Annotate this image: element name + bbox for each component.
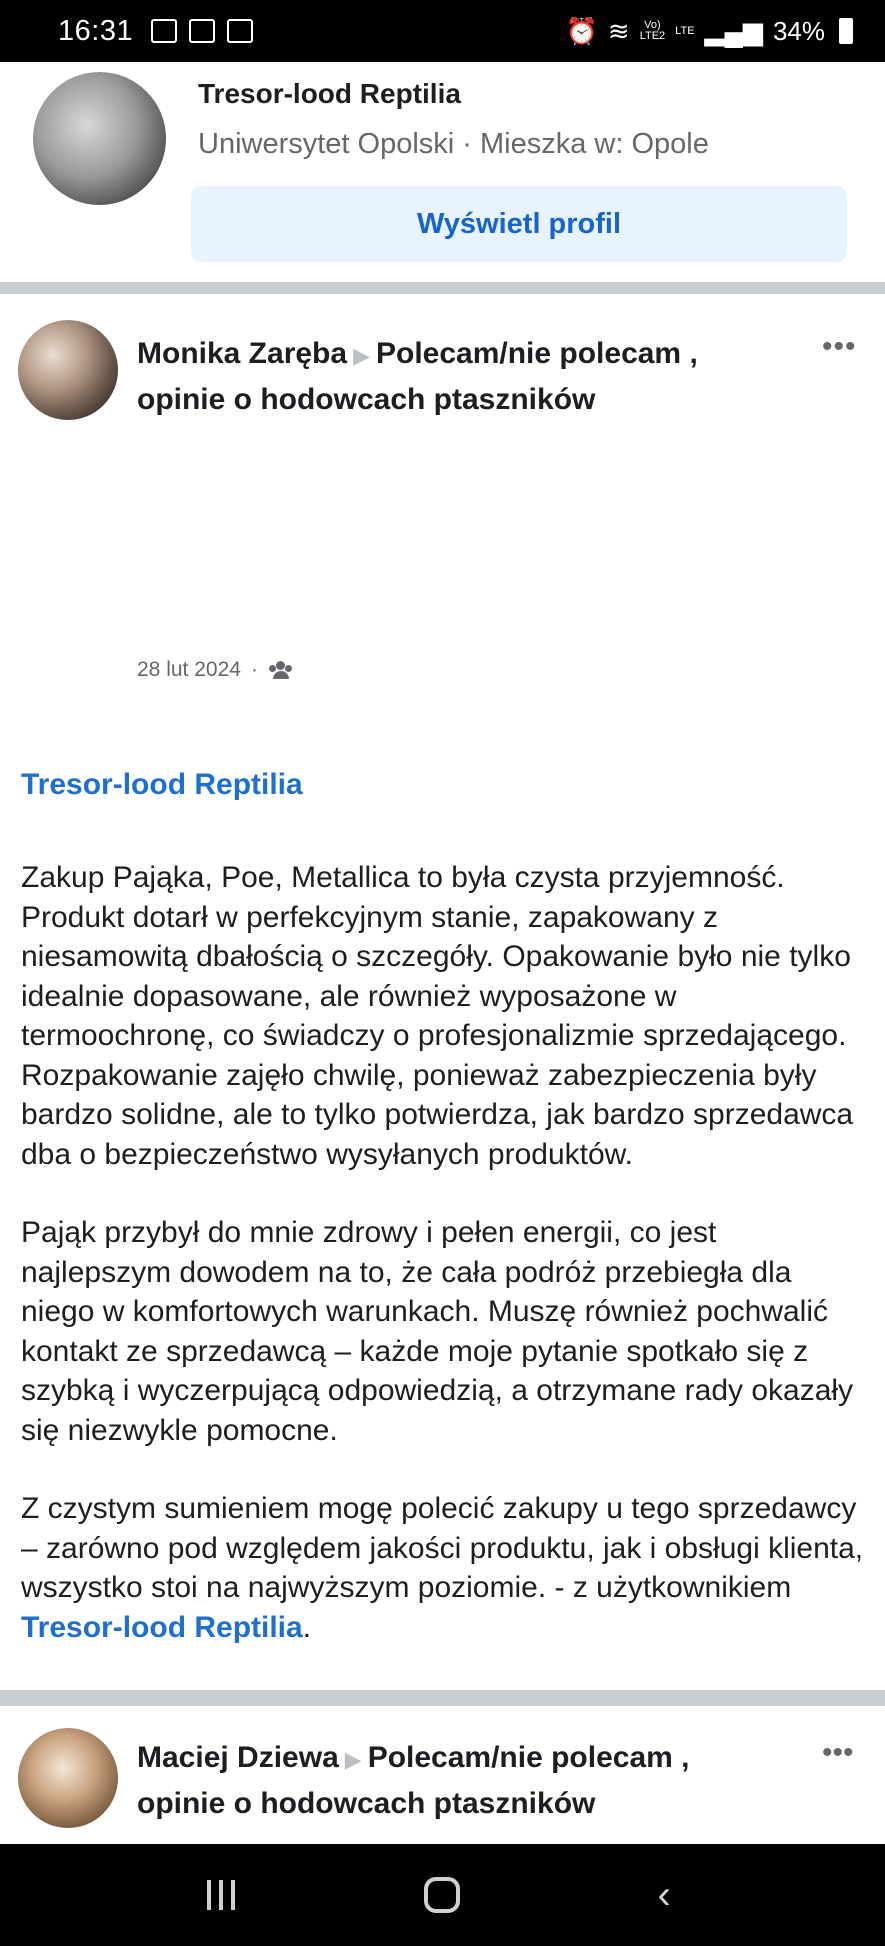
post (0, 294, 885, 1706)
author-name[interactable]: Maciej Dziewa (137, 1741, 339, 1774)
author-name[interactable]: Monika Zaręba (137, 337, 348, 370)
post-header (137, 332, 777, 422)
signal-icon: ▂▄▆ (704, 15, 763, 46)
view-profile-button[interactable]: Wyświetl profil (191, 186, 847, 262)
volte-indicator: Vo) LTE2 (639, 19, 666, 42)
arrow-right-icon: ▶ (344, 1747, 362, 1772)
more-options-icon[interactable]: ••• (822, 330, 857, 363)
battery-level: 34% (772, 15, 825, 46)
profile-card (0, 62, 885, 294)
post-paragraph: Pająk przybył do mnie zdrowy i pełen energii, co jest najlepszym dowodem na to, że cała podróż przebiegła dla niego w komfortowych warunkach. Muszę również pochwalić kontakt ze sprzedawcą – każde moje pytanie spotkało się z szybką i wyczerpującą odpowiedzią, a otrzymane rady okazały się niezwykle pomocne. (21, 1216, 854, 1447)
author-avatar[interactable] (18, 1728, 118, 1828)
battery-icon (839, 18, 853, 44)
meta-separator: · (250, 658, 258, 681)
tagged-inline-link[interactable]: Tresor-lood Reptilia (21, 1610, 303, 1644)
post-body (21, 858, 871, 1686)
post-paragraph: Z czystym sumieniem mogę polecić zakupy u tego sprzedawcy – zarówno pod względem jakości produktu, jak i obsługi klienta, wszystko stoi na najwyższym poziomie. - z użytkownikiem Tresor-lood Reptilia. (21, 1492, 864, 1644)
alarm-icon: ⏰ (565, 15, 598, 46)
profile-name[interactable]: Tresor-lood Reptilia (198, 78, 461, 109)
post-paragraph: Zakup Pająka, Poe, Metallica to była czysta przyjemność. Produkt dotarł w perfekcyjnym stanie, zapakowany z niesamowitą dbałością o szczegóły. Opakowanie było nie tylko idealnie dopasowane, ale również wyposażone w termoochronę, co świadczy o profesjonalizmie sprzedającego. Rozpakowanie zajęło chwilę, ponieważ zabezpieczenia były bardzo solidne, ale to tylko potwierdza, jak bardzo sprzedawca dba o bezpieczeństwo wysyłanych produktów. (21, 861, 854, 1171)
more-options-icon[interactable]: ••• (822, 1736, 854, 1769)
tagged-user-link[interactable]: Tresor-lood Reptilia (21, 768, 303, 801)
lte-indicator: LTE (675, 24, 695, 37)
android-nav-bar (0, 1844, 885, 1946)
profile-avatar[interactable] (33, 72, 166, 205)
group-name[interactable]: Polecam/nie polecam , opinie o hodowcach ptaszników (137, 1741, 690, 1820)
arrow-right-icon: ▶ (353, 343, 370, 368)
profile-subtitle: Uniwersytet Opolski · Mieszka w: Opole (198, 128, 709, 160)
clock: 16:31 (58, 14, 134, 47)
audience-group-icon (268, 661, 294, 679)
home-icon (424, 1877, 460, 1913)
game-icon (189, 19, 215, 43)
post-date[interactable]: 28 lut 2024 (137, 658, 241, 681)
notification-icon (151, 19, 177, 43)
wifi-icon: ≋ (607, 15, 630, 46)
recent-apps-button[interactable] (181, 1880, 261, 1910)
status-bar (0, 0, 885, 62)
facebook-feed[interactable] (0, 62, 885, 1844)
post-header (137, 1736, 777, 1826)
author-avatar[interactable] (18, 320, 118, 420)
home-button[interactable] (402, 1877, 482, 1913)
post-meta (137, 658, 294, 682)
gallery-icon (227, 19, 253, 43)
group-name[interactable]: Polecam/nie polecam , opinie o hodowcach ptaszników (137, 337, 698, 416)
back-button[interactable]: ‹ (657, 1872, 671, 1917)
